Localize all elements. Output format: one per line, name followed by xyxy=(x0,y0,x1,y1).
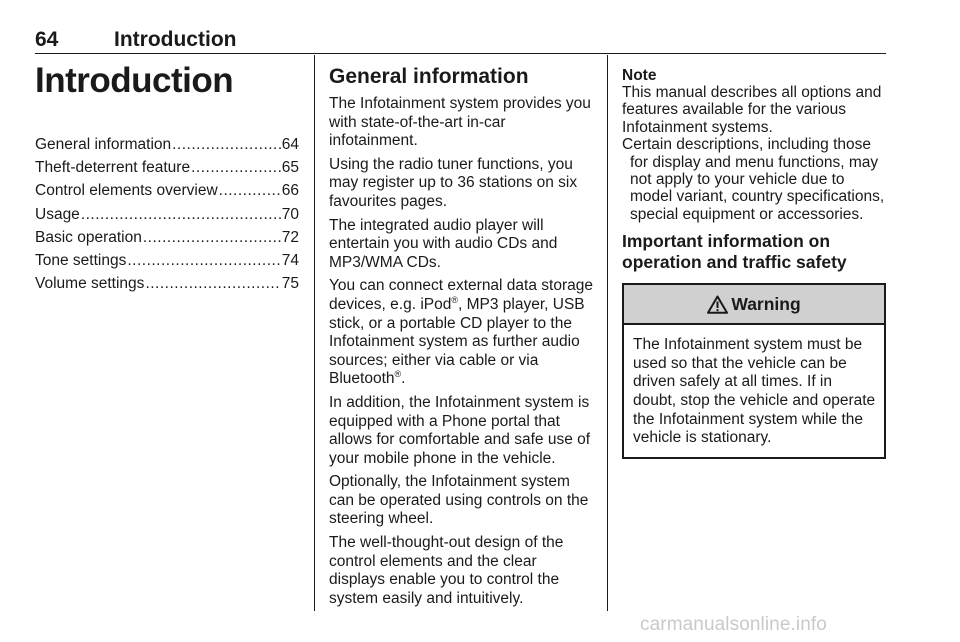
toc-entry-label: Basic operation xyxy=(35,228,142,246)
toc-entry-label: Usage xyxy=(35,205,80,223)
chapter-contents-column xyxy=(35,55,299,295)
warning-title: Warning xyxy=(731,293,801,314)
toc-leader-dots xyxy=(145,272,280,295)
column-divider xyxy=(607,55,608,611)
warning-text: The Infotainment system must be used so that the vehicle can be driven safely at all times. If in doubt, stop the vehicle and operate the Infotainment system while the vehicle is stationary. xyxy=(633,336,876,447)
toc-entry-label: General information xyxy=(35,136,172,153)
toc-entry-page: 64 xyxy=(281,136,299,153)
section-heading: General information xyxy=(329,65,529,88)
subsection-heading: Important information on operation and traffic safety xyxy=(622,231,847,272)
toc-leader-dots xyxy=(143,226,281,249)
toc-entry-label: Control elements overview xyxy=(35,182,218,200)
general-information-column xyxy=(329,64,593,613)
toc-leader-dots xyxy=(81,203,281,226)
registered-mark: ® xyxy=(394,369,402,380)
toc-entry-label: Tone settings xyxy=(35,252,127,270)
column-divider xyxy=(314,55,315,611)
page-number: 64 xyxy=(35,28,59,51)
warning-box-header xyxy=(624,285,884,325)
toc-leader-dots xyxy=(172,133,281,156)
body-paragraph: The well-thought-out design of the control elements and the clear displays enable you to control the system easily and intuitively. xyxy=(329,534,564,607)
paragraph-text: . xyxy=(401,370,406,388)
body-paragraph: The Infotainment system provides you with state-of-the-art in-car infotainment. xyxy=(329,95,591,150)
running-header-title: Introduction xyxy=(114,28,237,51)
note-body xyxy=(622,84,886,223)
watermark: carmanualsonline.info xyxy=(640,614,827,635)
body-paragraph-external-devices xyxy=(329,277,593,389)
toc-leader-dots xyxy=(219,179,281,202)
warning-box xyxy=(622,283,886,459)
chapter-title: Introduction xyxy=(35,61,234,100)
toc-entry-page: 72 xyxy=(281,228,299,246)
note-heading: Note xyxy=(622,67,657,84)
toc-entry-page: 66 xyxy=(281,182,299,200)
toc-entry-page: 75 xyxy=(281,275,299,293)
toc-entry[interactable] xyxy=(35,133,299,156)
toc-entry[interactable] xyxy=(35,203,299,226)
toc-entry-page: 70 xyxy=(281,205,299,223)
note-text: This manual describes all options and features available for the various Infotainment systems. xyxy=(622,84,882,136)
notes-safety-column xyxy=(622,67,886,459)
toc-entry[interactable] xyxy=(35,179,299,202)
toc-entry-page: 74 xyxy=(281,252,299,270)
warning-triangle-icon xyxy=(707,295,728,314)
toc-leader-dots xyxy=(191,156,281,179)
toc-entry-label: Volume settings xyxy=(35,275,145,293)
body-paragraph: In addition, the Infotainment system is equipped with a Phone portal that allows for comfortable and safe use of your mobile phone in the vehicle. xyxy=(329,393,591,467)
registered-mark: ® xyxy=(451,294,458,305)
body-paragraph: Optionally, the Infotainment system can be operated using controls on the steering wheel. xyxy=(329,473,589,528)
toc-entry[interactable] xyxy=(35,156,299,179)
toc-entry[interactable] xyxy=(35,272,299,295)
toc-entry-label: Theft-deterrent feature xyxy=(35,159,191,177)
toc-entry-page: 65 xyxy=(281,159,299,177)
body-paragraph: The integrated audio player will entertain you with audio CDs and MP3/WMA CDs. xyxy=(329,216,558,271)
toc-entry[interactable] xyxy=(35,249,299,272)
note-text: Certain descriptions, including those for display and menu functions, may not apply to your vehicle due to model variant, country specifications, special equipment or accessories. xyxy=(622,136,885,223)
header-rule xyxy=(35,53,886,54)
toc-entry[interactable] xyxy=(35,226,299,249)
body-paragraph: Using the radio tuner functions, you may register up to 36 stations on six favourites pages. xyxy=(329,155,578,210)
toc-leader-dots xyxy=(127,249,280,272)
paragraph-text: , MP3 player, USB stick, or a portable CD player to the Infotainment system as further audio sources; either via cable or via Bluetooth xyxy=(329,295,585,388)
paragraph-text: You can connect external data storage devices, e.g. iPod xyxy=(329,277,593,313)
table-of-contents xyxy=(35,133,299,295)
